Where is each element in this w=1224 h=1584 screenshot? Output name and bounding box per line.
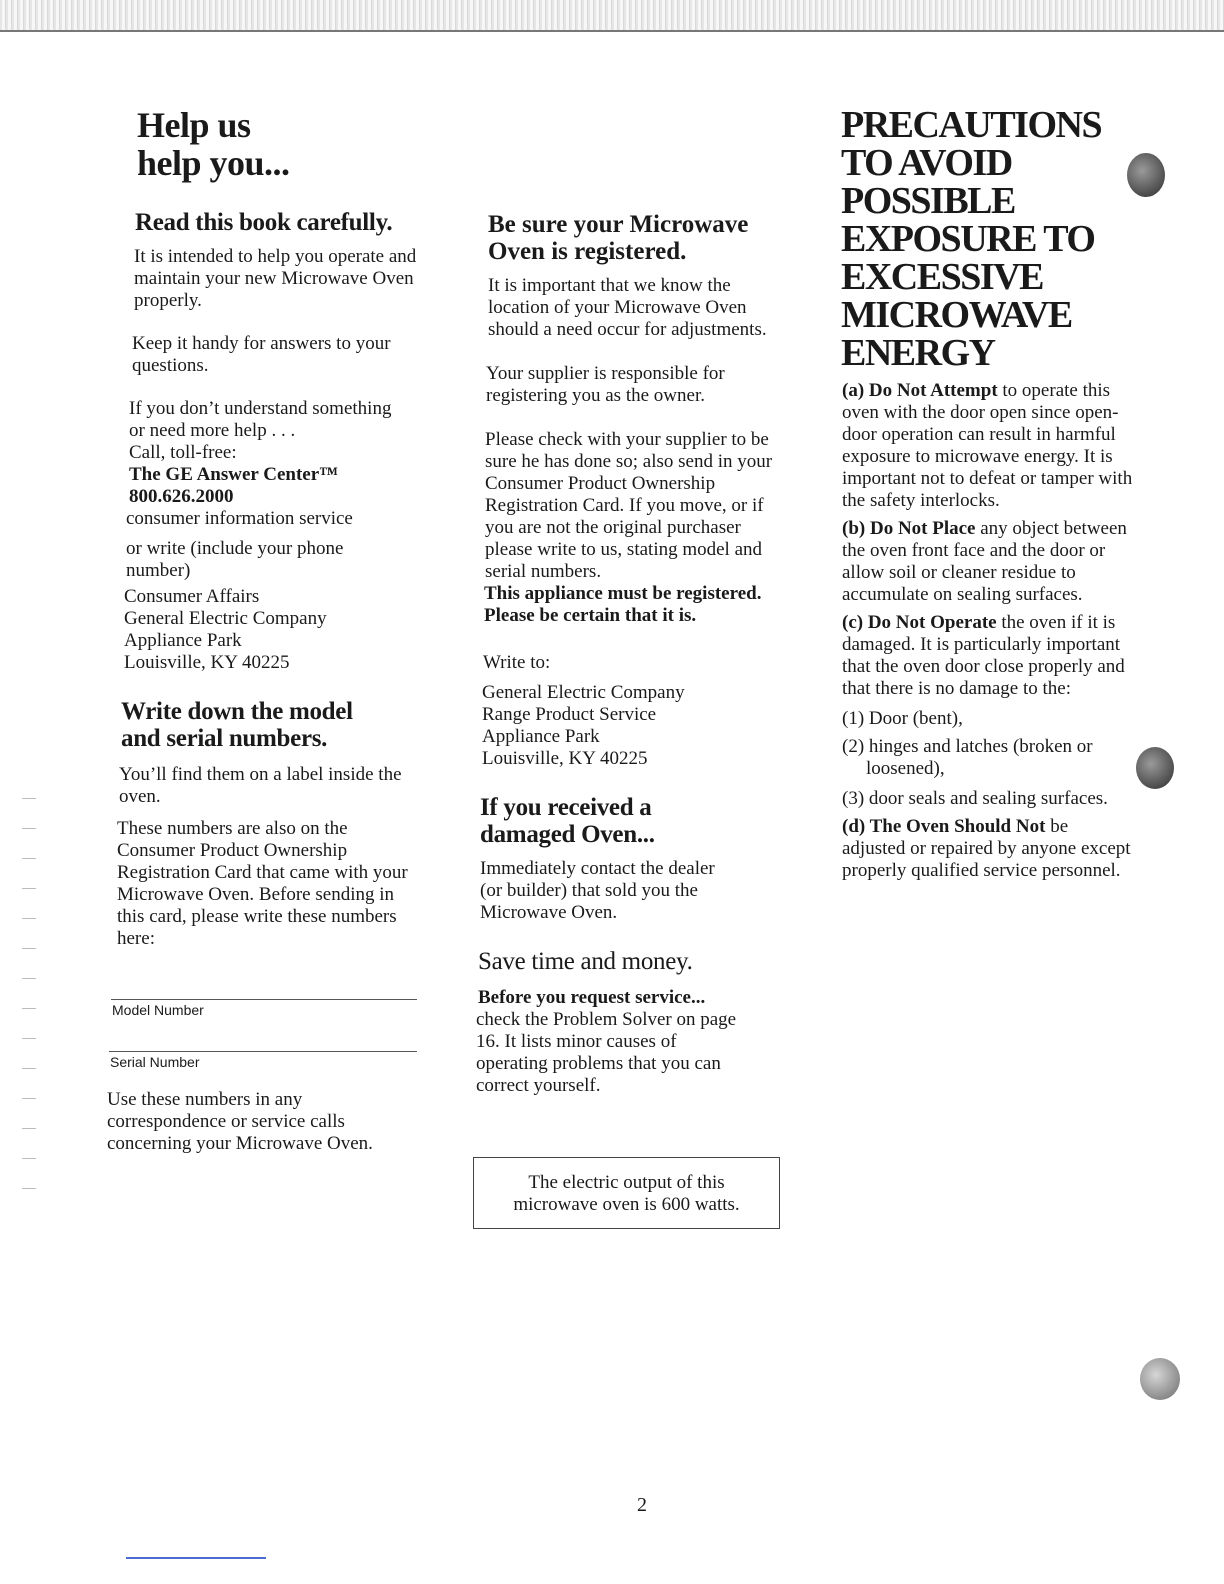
precaution-c-item-3: (3) door seals and sealing surfaces. — [842, 788, 1108, 809]
read-paragraph-2: Keep it handy for answers to your questions. — [132, 333, 391, 376]
electric-output-box — [473, 1157, 780, 1229]
scan-margin-marks — [22, 780, 36, 1200]
model-serial-heading — [121, 698, 427, 752]
registration-heading-line-2: Oven is registered. — [488, 238, 687, 265]
read-heading: Read this book carefully. — [135, 209, 393, 236]
precaution-c-text: the oven if it is damaged. It is particularly important that the oven door close properly and that there is no damage to the: — [842, 612, 1125, 699]
help-line-2: or need more help . . . — [129, 420, 296, 441]
consumer-info-line: consumer information service — [126, 508, 353, 529]
registration-paragraph-1: It is important that we know the location of your Microwave Oven should a need occur for adjustments. — [488, 275, 767, 340]
model-paragraph-2: These numbers are also on the Consumer Product Ownership Registration Card that came with your Microwave Oven. Before sending in this card, please write these numbers here: — [117, 818, 408, 949]
help-line-1: If you don’t understand something — [129, 398, 392, 419]
answer-center-name: The GE Answer Center™ — [129, 464, 339, 485]
precaution-c-item-1: (1) Door (bent), — [842, 708, 963, 729]
electric-output-line-2: microwave oven is 600 watts. — [513, 1194, 740, 1215]
precautions-title-line: MICROWAVE — [841, 294, 1072, 336]
address-line: Appliance Park — [482, 726, 600, 747]
title-line-1: Help us — [137, 105, 251, 145]
precaution-c-label: (c) Do Not Operate — [842, 612, 997, 633]
registration-paragraph-3: Please check with your supplier to be sure he has done so; also send in your Consumer Product Ownership Registration Card. If you move, or if you are not the original purchaser please write to us, stating model and serial numbers. — [485, 429, 773, 582]
address-line: Consumer Affairs — [124, 586, 260, 607]
registration-heading — [488, 211, 786, 265]
binder-hole-mark — [1127, 153, 1165, 197]
registration-paragraph-2: Your supplier is responsible for registering you as the owner. — [486, 363, 725, 406]
precautions-title — [841, 106, 1138, 372]
registration-notice: This appliance must be registered. Please be certain that it is. — [484, 583, 762, 626]
address-line: Louisville, KY 40225 — [482, 748, 648, 769]
range-service-address — [482, 682, 786, 770]
precaution-c-item-2: (2) hinges and latches (broken or loosened), — [842, 736, 1093, 779]
address-line: General Electric Company — [124, 608, 327, 629]
precaution-d-label: (d) The Oven Should Not — [842, 816, 1046, 837]
precaution-b-text: any object between the oven front face and the door or allow soil or cleaner residue to accumulate on sealing surfaces. — [842, 518, 1127, 605]
write-to-label: Write to: — [483, 652, 551, 673]
precaution-b-label: (b) Do Not Place — [842, 518, 976, 539]
use-numbers-paragraph: Use these numbers in any correspondence or service calls concerning your Microwave Oven. — [107, 1089, 373, 1154]
model-heading-line-2: and serial numbers. — [121, 725, 328, 752]
model-number-field[interactable] — [111, 999, 417, 1000]
answer-center-phone: 800.626.2000 — [129, 486, 234, 507]
page-title — [137, 106, 427, 182]
model-paragraph-1: You’ll find them on a label inside the oven. — [119, 764, 402, 807]
address-line: Range Product Service — [482, 704, 657, 725]
precaution-a — [842, 380, 1138, 512]
read-paragraph-1: It is intended to help you operate and maintain your new Microwave Oven properly. — [134, 246, 417, 311]
precautions-title-line: ENERGY — [841, 332, 995, 374]
scan-top-band — [0, 0, 1224, 32]
save-time-paragraph: check the Problem Solver on page 16. It lists minor causes of operating problems that you can correct yourself. — [476, 1009, 737, 1096]
binder-hole-mark — [1140, 1358, 1180, 1400]
consumer-affairs-address — [124, 586, 427, 674]
precautions-title-line: EXPOSURE TO — [841, 218, 1095, 260]
precautions-title-line: EXCESSIVE — [841, 256, 1043, 298]
damaged-heading-line-1: If you received a — [480, 794, 652, 821]
precaution-d — [842, 816, 1132, 882]
precaution-a-text: to operate this oven with the door open since open-door operation can result in harmful exposure to microwave energy. It is important not to defeat or tamper with the safety interlocks. — [842, 380, 1133, 511]
title-line-2: help you... — [137, 143, 290, 183]
help-line-3: Call, toll-free: — [129, 442, 237, 463]
help-block — [124, 398, 427, 674]
save-time-heading: Save time and money. — [478, 948, 693, 975]
precaution-d-text: be adjusted or repaired by anyone except properly qualified service personnel. — [842, 816, 1131, 881]
model-heading-line-1: Write down the model — [121, 698, 353, 725]
scan-link-underline — [126, 1557, 266, 1559]
column-middle — [476, 211, 786, 1097]
column-right — [838, 106, 1138, 882]
before-service-label: Before you request service... — [478, 987, 706, 1008]
model-number-label: Model Number — [112, 1002, 204, 1018]
serial-number-label: Serial Number — [110, 1054, 200, 1070]
damaged-oven-paragraph: Immediately contact the dealer (or builder) that sold you the Microwave Oven. — [480, 858, 715, 923]
page-number: 2 — [637, 1494, 647, 1516]
electric-output-line-1: The electric output of this — [528, 1172, 725, 1193]
precautions-title-line: TO AVOID — [841, 142, 1012, 184]
precautions-title-line: PRECAUTIONS — [841, 104, 1102, 146]
damaged-heading-line-2: damaged Oven... — [480, 821, 655, 848]
address-line: General Electric Company — [482, 682, 685, 703]
precaution-c — [842, 612, 1134, 700]
binder-hole-mark — [1136, 747, 1174, 789]
column-left — [107, 106, 427, 950]
address-line: Louisville, KY 40225 — [124, 652, 290, 673]
precaution-a-label: (a) Do Not Attempt — [842, 380, 998, 401]
registration-heading-line-1: Be sure your Microwave — [488, 211, 749, 238]
write-include-line: or write (include your phone number) — [126, 538, 344, 581]
precautions-title-line: POSSIBLE — [841, 180, 1015, 222]
precaution-b — [842, 518, 1132, 606]
address-line: Appliance Park — [124, 630, 242, 651]
damaged-oven-heading — [480, 794, 786, 848]
serial-number-field[interactable] — [109, 1051, 417, 1052]
